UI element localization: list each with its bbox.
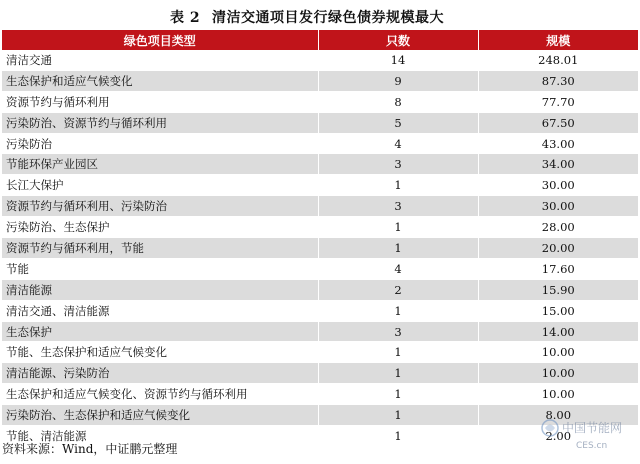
cell-category: 清洁能源、污染防治 bbox=[2, 363, 318, 384]
cell-category: 清洁能源 bbox=[2, 279, 318, 300]
cell-scale: 8.00 bbox=[478, 405, 638, 426]
cell-scale: 30.00 bbox=[478, 196, 638, 217]
cell-count: 8 bbox=[318, 91, 478, 112]
cell-category: 节能环保产业园区 bbox=[2, 154, 318, 175]
cell-scale: 28.00 bbox=[478, 217, 638, 238]
cell-count: 14 bbox=[318, 50, 478, 70]
cell-scale: 20.00 bbox=[478, 238, 638, 259]
cell-category: 节能、清洁能源 bbox=[2, 426, 318, 447]
cell-scale: 34.00 bbox=[478, 154, 638, 175]
table-number: 表 2 bbox=[170, 10, 201, 26]
table-row bbox=[2, 133, 638, 154]
cell-scale: 10.00 bbox=[478, 363, 638, 384]
cell-category: 污染防治 bbox=[2, 133, 318, 154]
table-row bbox=[2, 70, 638, 91]
header-count: 只数 bbox=[318, 30, 478, 50]
header-scale: 规模 bbox=[478, 30, 638, 50]
header-row bbox=[2, 30, 638, 50]
cell-category: 生态保护和适应气候变化、资源节约与循环利用 bbox=[2, 384, 318, 405]
cell-scale: 87.30 bbox=[478, 70, 638, 91]
table-row bbox=[2, 196, 638, 217]
cell-count: 9 bbox=[318, 70, 478, 91]
table-title-text: 清洁交通项目发行绿色债券规模最大 bbox=[212, 10, 444, 26]
table-row bbox=[2, 342, 638, 363]
cell-scale: 15.00 bbox=[478, 300, 638, 321]
cell-count: 4 bbox=[318, 258, 478, 279]
cell-scale: 67.50 bbox=[478, 112, 638, 133]
cell-category: 生态保护 bbox=[2, 321, 318, 342]
table-row bbox=[2, 384, 638, 405]
cell-category: 资源节约与循环利用 bbox=[2, 91, 318, 112]
cell-count: 1 bbox=[318, 300, 478, 321]
table-row bbox=[2, 300, 638, 321]
table-row bbox=[2, 154, 638, 175]
cell-count: 1 bbox=[318, 342, 478, 363]
table-row bbox=[2, 91, 638, 112]
cell-category: 清洁交通 bbox=[2, 50, 318, 70]
cell-count: 2 bbox=[318, 279, 478, 300]
cell-scale: 14.00 bbox=[478, 321, 638, 342]
table-row bbox=[2, 258, 638, 279]
table-row bbox=[2, 50, 638, 70]
cell-scale: 10.00 bbox=[478, 342, 638, 363]
table-row bbox=[2, 175, 638, 196]
table-title bbox=[0, 4, 640, 26]
cell-category: 污染防治、资源节约与循环利用 bbox=[2, 112, 318, 133]
cell-count: 1 bbox=[318, 217, 478, 238]
cell-scale: 15.90 bbox=[478, 279, 638, 300]
cell-count: 1 bbox=[318, 238, 478, 259]
table-row bbox=[2, 363, 638, 384]
source-note: 资料来源：Wind，中证鹏元整理 bbox=[2, 442, 178, 456]
cell-category: 资源节约与循环利用、污染防治 bbox=[2, 196, 318, 217]
cell-count: 1 bbox=[318, 384, 478, 405]
cell-count: 3 bbox=[318, 196, 478, 217]
table-row bbox=[2, 321, 638, 342]
table-row bbox=[2, 238, 638, 259]
table-row bbox=[2, 279, 638, 300]
cell-scale: 43.00 bbox=[478, 133, 638, 154]
cell-scale: 10.00 bbox=[478, 384, 638, 405]
cell-scale: 2.00 bbox=[478, 426, 638, 447]
cell-category: 长江大保护 bbox=[2, 175, 318, 196]
cell-count: 4 bbox=[318, 133, 478, 154]
cell-count: 1 bbox=[318, 405, 478, 426]
cell-count: 3 bbox=[318, 321, 478, 342]
cell-count: 1 bbox=[318, 426, 478, 447]
cell-category: 污染防治、生态保护 bbox=[2, 217, 318, 238]
cell-count: 1 bbox=[318, 175, 478, 196]
svg-text:中国节能网: 中国节能网 bbox=[562, 421, 623, 435]
cell-category: 清洁交通、清洁能源 bbox=[2, 300, 318, 321]
svg-text:CES.cn: CES.cn bbox=[576, 441, 608, 451]
header-category: 绿色项目类型 bbox=[2, 30, 318, 50]
cell-scale: 77.70 bbox=[478, 91, 638, 112]
green-bond-table bbox=[2, 30, 638, 447]
cell-category: 污染防治、生态保护和适应气候变化 bbox=[2, 405, 318, 426]
cell-category: 节能 bbox=[2, 258, 318, 279]
cell-count: 5 bbox=[318, 112, 478, 133]
cell-category: 资源节约与循环利用，节能 bbox=[2, 238, 318, 259]
cell-count: 3 bbox=[318, 154, 478, 175]
cell-category: 节能、生态保护和适应气候变化 bbox=[2, 342, 318, 363]
cell-scale: 17.60 bbox=[478, 258, 638, 279]
cell-scale: 248.01 bbox=[478, 50, 638, 70]
cell-category: 生态保护和适应气候变化 bbox=[2, 70, 318, 91]
cell-count: 1 bbox=[318, 363, 478, 384]
table-row bbox=[2, 112, 638, 133]
table-row bbox=[2, 217, 638, 238]
watermark-logo bbox=[540, 418, 636, 454]
cell-scale: 30.00 bbox=[478, 175, 638, 196]
